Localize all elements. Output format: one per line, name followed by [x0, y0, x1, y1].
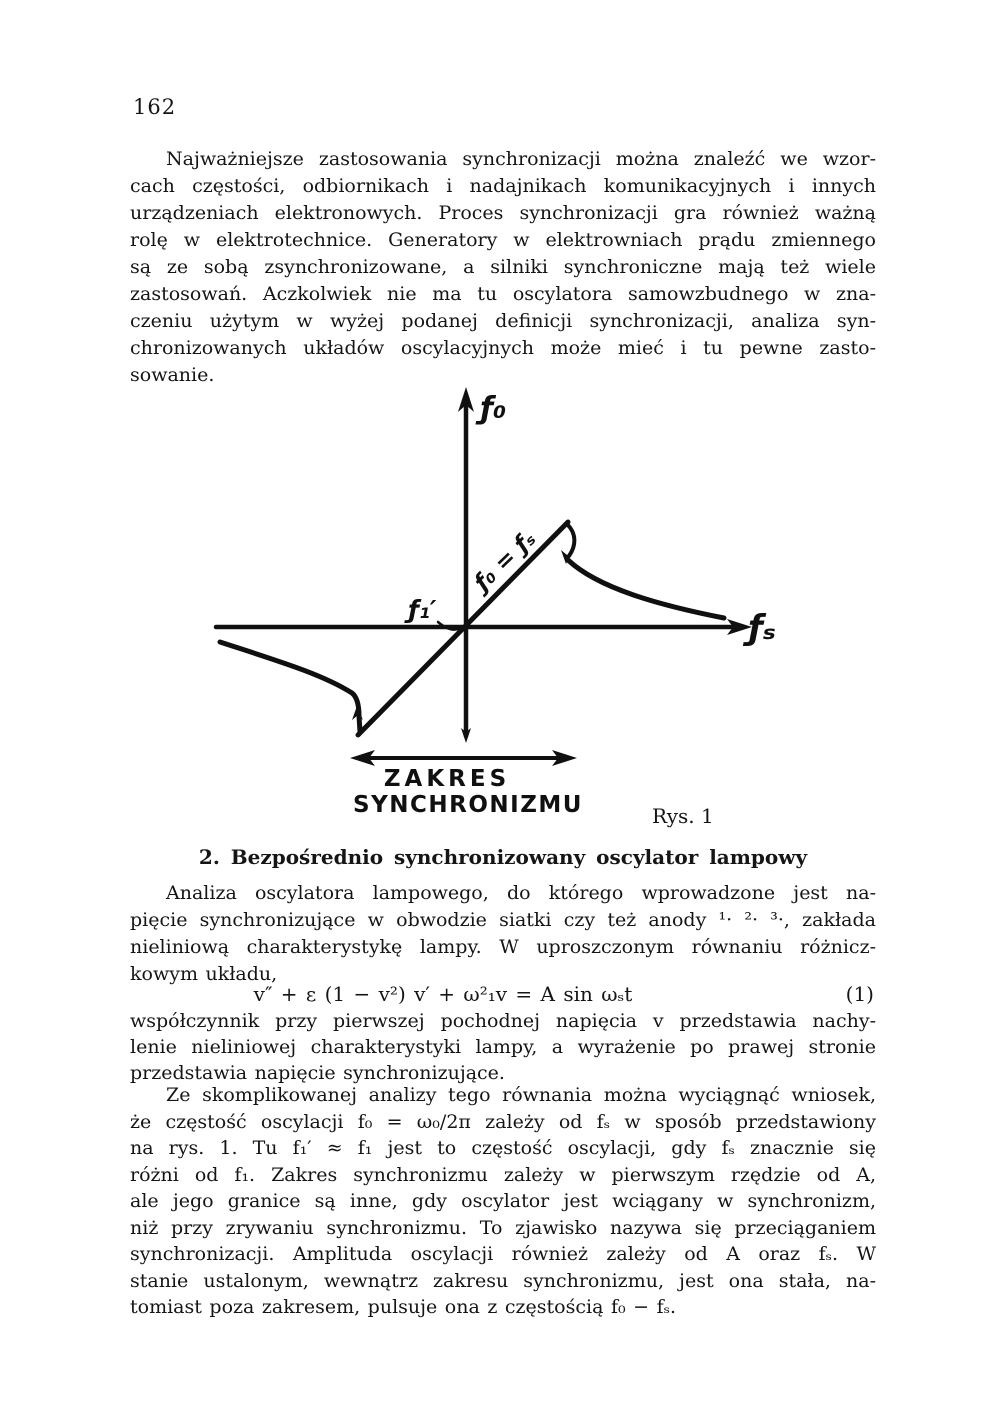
- text-line: pięcie synchronizujące w obwodzie siatki czy też anody ¹· ²· ³·, zakłada: [130, 909, 876, 931]
- paragraph-2: [130, 880, 876, 988]
- text-line: niż przy zrywaniu synchronizmu. To zjawisko nazywa się przeciąganiem: [130, 1216, 876, 1239]
- text-line: sowanie.: [130, 364, 215, 386]
- text-line: Ze skomplikowanej analizy tego równania można wyciągnąć wniosek,: [166, 1084, 876, 1106]
- text-line: nieliniową charakterystykę lampy. W uproszczonym równaniu różnicz-: [130, 936, 876, 958]
- figure-caption: Rys. 1: [652, 804, 714, 828]
- figure-rys-1: [200, 380, 800, 835]
- text-line: przedstawia napięcie synchronizujące.: [130, 1062, 505, 1084]
- text-line: czeniu użytym w wyżej podanej definicji synchronizacji, analiza syn-: [130, 310, 876, 332]
- section-heading: 2. Bezpośrednio synchronizowany oscylator lampowy: [198, 845, 808, 869]
- equation-number: (1): [845, 982, 874, 1006]
- diagonal-line-label: ƒ₀ = ƒₛ: [469, 525, 541, 597]
- paragraph-3: [130, 1008, 876, 1086]
- text-line: urządzeniach elektronowych. Proces synchronizacji gra również ważną: [130, 202, 876, 224]
- y-axis-label: ƒ₀: [480, 391, 507, 426]
- text-line: zastosowań. Aczkolwiek nie ma tu oscylatora samowzbudnego w zna-: [130, 283, 876, 305]
- text-line: kowym układu,: [130, 963, 278, 985]
- text-line: Analiza oscylatora lampowego, do którego wprowadzone jest na-: [166, 882, 876, 904]
- equation-body: v″ + ε (1 − v²) v′ + ω²₁v = A sin ωₛt: [253, 982, 633, 1006]
- text-line: na rys. 1. Tu f₁′ ≈ f₁ jest to częstość oscylacji, gdy fₛ znacznie się: [130, 1137, 876, 1159]
- right-branch-curve: [568, 560, 724, 618]
- figure-plot: [200, 380, 800, 835]
- page-number: 162: [133, 95, 177, 119]
- text-line: ale jego granice są inne, gdy oscylator jest wciągany w synchronizm,: [130, 1190, 876, 1212]
- text-line: różni od f₁. Zakres synchronizmu zależy w pierwszym rzędzie od A,: [130, 1163, 876, 1186]
- equation-1: [130, 982, 876, 1010]
- paragraph-1: [130, 146, 876, 389]
- left-branch-curve: [220, 642, 360, 732]
- text-line: tomiast poza zakresem, pulsuje ona z częstością f₀ − fₛ.: [130, 1296, 677, 1318]
- text-line: że częstość oscylacji f₀ = ω₀/2π zależy od fₛ w sposób przedstawiony: [130, 1110, 876, 1133]
- text-line: rolę w elektrotechnice. Generatory w elektrowniach prądu zmiennego: [130, 229, 876, 251]
- sync-range-label-line1: ZAKRES: [383, 766, 511, 792]
- text-line: lenie nieliniowej charakterystyki lampy, a wyrażenie po prawej stronie: [130, 1036, 876, 1058]
- upper-jump-hook: [567, 524, 574, 556]
- text-line: są ze sobą zsynchronizowane, a silniki synchroniczne mają też wiele: [130, 256, 876, 278]
- sync-range-label-line2: SYNCHRONIZMU: [353, 792, 583, 818]
- text-line: współczynnik przy pierwszej pochodnej napięcia v przedstawia nachy-: [130, 1010, 876, 1032]
- free-running-frequency-label: ƒ₁′: [408, 595, 437, 624]
- text-line: stanie ustalonym, wewnątrz zakresu synchronizmu, jest ona stała, na-: [130, 1269, 876, 1292]
- text-line: Najważniejsze zastosowania synchronizacji można znaleźć we wzor-: [166, 148, 876, 170]
- x-axis-label: ƒₛ: [748, 608, 776, 648]
- text-line: synchronizacji. Amplituda oscylacji również zależy od A oraz fₛ. W: [130, 1243, 876, 1265]
- paragraph-4: [130, 1082, 876, 1321]
- text-line: cach częstości, odbiornikach i nadajnikach komunikacyjnych i innych: [130, 175, 876, 197]
- text-line: chronizowanych układów oscylacyjnych może mieć i tu pewne zasto-: [130, 337, 876, 359]
